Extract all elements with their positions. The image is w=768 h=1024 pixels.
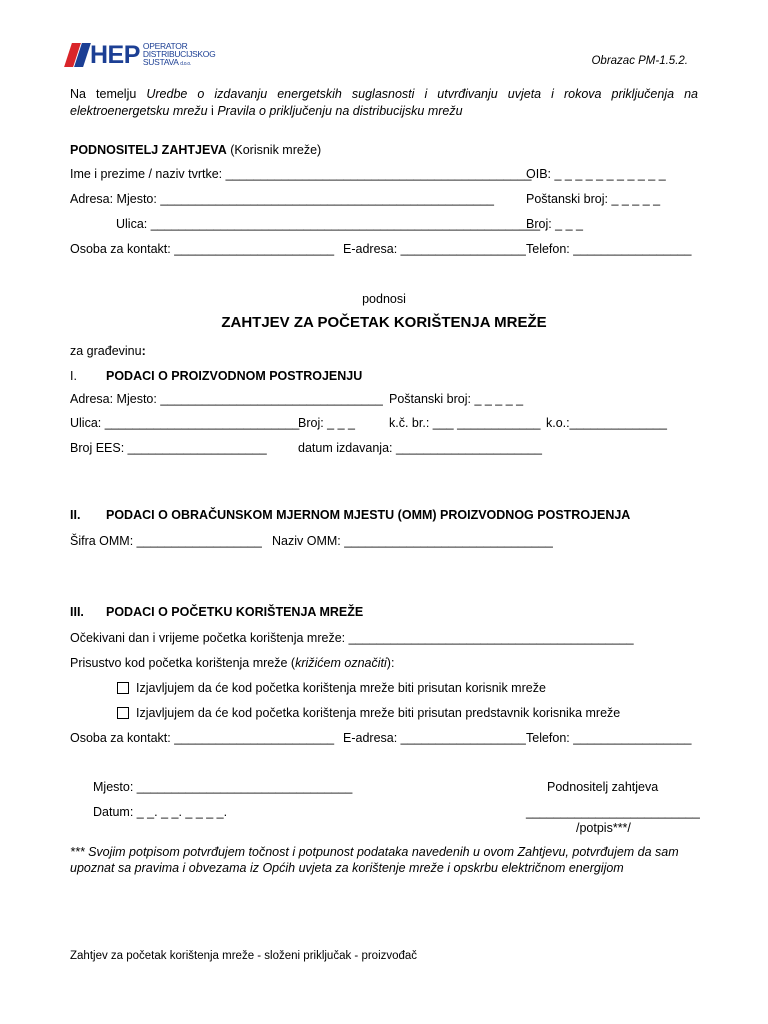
place-field[interactable]: Mjesto: _______________________________ xyxy=(93,780,353,794)
omm-code-field[interactable]: Šifra OMM: __________________ xyxy=(70,534,262,548)
date-field[interactable]: Datum: _ _. _ _. _ _ _ _. xyxy=(93,805,228,819)
footnote: *** Svojim potpisom potvrđujem točnost i potpunost podataka navedenih u ovom Zahtjevu, potvrđujem da sam upoznat sa pravima i obvezama iz Općih uvjeta za korištenje mreže i opskrbu električnom energijom xyxy=(70,845,679,875)
facility-kc-field[interactable]: k.č. br.: ___ ____________ xyxy=(389,416,541,430)
applicant-phone-field[interactable]: Telefon: _________________ xyxy=(526,242,692,256)
section-3-number: III. xyxy=(70,605,84,619)
submits-label: podnosi xyxy=(362,292,406,306)
applicant-contact-field[interactable]: Osoba za kontakt: _______________________ xyxy=(70,242,335,256)
signature-caption: /potpis***/ xyxy=(576,821,631,835)
representative-present-checkbox[interactable] xyxy=(117,707,129,719)
section-1-number: I. xyxy=(70,369,77,383)
logo-sub-line: SUSTAVA d.o.o. xyxy=(142,57,191,67)
expected-start-field[interactable]: Očekivani dan i vrijeme početka korištenja mreže: _________________________________________ xyxy=(70,631,634,645)
section-3-email-field[interactable]: E-adresa: __________________ xyxy=(343,731,526,745)
for-building-label: za građevinu: xyxy=(70,344,146,358)
signature-line[interactable]: _________________________ xyxy=(526,805,700,819)
section-3-contact-field[interactable]: Osoba za kontakt: _______________________ xyxy=(70,731,335,745)
facility-issue-date-field[interactable]: datum izdavanja: _____________________ xyxy=(298,441,542,455)
facility-postal-field[interactable]: Poštanski broj: _ _ _ _ _ xyxy=(389,392,524,406)
user-present-label: Izjavljujem da će kod početka korištenja mreže biti prisutan korisnik mreže xyxy=(136,681,546,695)
applicant-number-field[interactable]: Broj: _ _ _ xyxy=(526,217,583,231)
facility-ees-field[interactable]: Broj EES: ____________________ xyxy=(70,441,267,455)
hep-logo xyxy=(68,42,215,68)
facility-address-field[interactable]: Adresa: Mjesto: ________________________________ xyxy=(70,392,383,406)
applicant-street-field[interactable]: Ulica: ________________________________________________________ xyxy=(116,217,541,231)
representative-present-label: Izjavljujem da će kod početka korištenja mreže biti prisutan predstavnik korisnika mreže xyxy=(136,706,621,720)
applicant-email-field[interactable]: E-adresa: __________________ xyxy=(343,242,526,256)
logo-sub-line: DISTRIBUCIJSKOG xyxy=(142,49,216,59)
page-footer: Zahtjev za početak korištenja mreže - složeni priključak - proizvođač xyxy=(70,950,418,962)
intro-paragraph: Na temelju Uredbe o izdavanju energetskih suglasnosti i utvrđivanju uvjeta i rokova priključenja na elektroenergetsku mrežu i Pravila o priključenju na distribucijsku mrežu xyxy=(70,87,698,118)
section-3-phone-field[interactable]: Telefon: _________________ xyxy=(526,731,692,745)
form-code: Obrazac PM-1.5.2. xyxy=(591,55,688,67)
page-title: ZAHTJEV ZA POČETAK KORIŠTENJA MREŽE xyxy=(221,314,547,331)
logo-text: HEP xyxy=(90,41,140,69)
omm-name-field[interactable]: Naziv OMM: ______________________________ xyxy=(272,534,553,548)
section-2-heading: PODACI O OBRAČUNSKOM MJERNOM MJESTU (OMM) PROIZVODNOG POSTROJENJA xyxy=(106,508,631,522)
logo-sub-line: OPERATOR xyxy=(142,41,188,51)
facility-ko-field[interactable]: k.o.:______________ xyxy=(546,416,667,430)
hep-logo-mark-icon xyxy=(68,43,88,67)
section-3-heading: PODACI O POČETKU KORIŠTENJA MREŽE xyxy=(106,605,364,619)
logo-subtitle xyxy=(143,42,215,68)
section-1-heading: PODACI O PROIZVODNOM POSTROJENJU xyxy=(106,369,363,383)
user-present-checkbox[interactable] xyxy=(117,682,129,694)
applicant-postal-field[interactable]: Poštanski broj: _ _ _ _ _ xyxy=(526,192,661,206)
applicant-heading: PODNOSITELJ ZAHTJEVA (Korisnik mreže) xyxy=(70,143,322,157)
applicant-name-field[interactable]: Ime i prezime / naziv tvrtke: ____________________________________________ xyxy=(70,167,532,181)
applicant-oib-field[interactable]: OIB: _ _ _ _ _ _ _ _ _ _ _ xyxy=(526,167,666,181)
facility-street-field[interactable]: Ulica: ____________________________ xyxy=(70,416,300,430)
applicant-address-field[interactable]: Adresa: Mjesto: ________________________________________________ xyxy=(70,192,495,206)
applicant-signature-label: Podnositelj zahtjeva xyxy=(547,780,659,794)
section-2-number: II. xyxy=(70,508,81,522)
facility-number-field[interactable]: Broj: _ _ _ xyxy=(298,416,355,430)
presence-label: Prisustvo kod početka korištenja mreže (križićem označiti): xyxy=(70,656,395,670)
